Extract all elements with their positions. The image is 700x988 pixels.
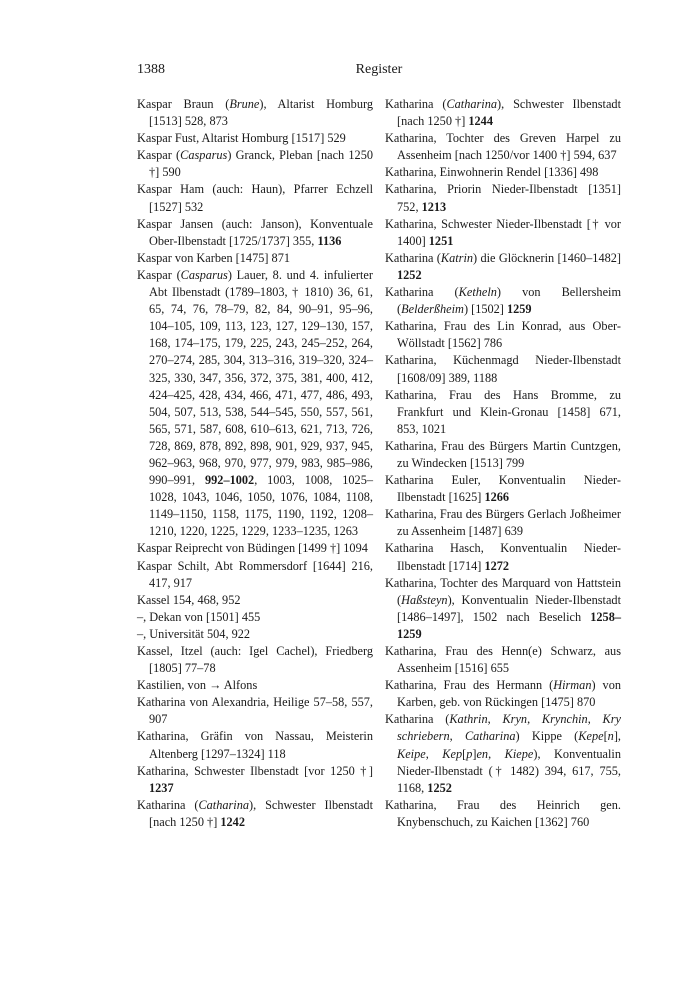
register-entry: Kaspar Reiprecht von Büdingen [1499 †] 1094 [137,541,368,556]
register-entry: Katharina von Alexandria, Heilige 57–58, 557, 907 [137,695,373,727]
register-entry: Katharina, Küchenmagd Nieder-Ilbenstadt [1608/09] 389, 1188 [385,353,621,385]
register-entry: Kaspar von Karben [1475] 871 [137,250,290,265]
register-column-right [385,96,621,831]
register-column-left [137,96,373,831]
register-entry: Katharina, Gräfin von Nassau, Meisterin Altenberg [1297–1324] 118 [137,729,373,761]
register-entry: Katharina, Frau des Bürgers Martin Cuntzgen, zu Windecken [1513] 799 [385,438,621,470]
register-entry: Katharina, Einwohnerin Rendel [1336] 498 [385,165,599,180]
register-entry: Kassel 154, 468, 952 [137,592,241,607]
register-entry: Kaspar (Casparus) Lauer, 8. und 4. infulierter Abt Ilbenstadt (1789–1803, † 1810) 36, 61, 65, 74, 76, 78–79, 82, 84, 90–91, 95–96, 104–105, 109, 113, 123, 127, 129–130, 157, 168, 174–175, 179, 225, 243, 245–252, 264, 270–274, 285, 304, 313–316, 319–320, 324–325, 330, 347, 356, 372, 375, 381, 400, 412, 424–425, 428, 434, 466, 471, 477, 486, 493, 504, 507, 513, 538, 544–545, 550, 557, 561, 565, 571, 587, 608, 610–613, 621, 713, 726, 728, 869, 878, 892, 898, 901, 929, 937, 945, 962–963, 968, 970, 977, 979, 983, 985–986, 990–991, 992–1002, 1003, 1008, 1025–1028, 1043, 1046, 1050, 1076, 1084, 1108, 1149–1150, 1158, 1175, 1190, 1192, 1208–1210, 1220, 1225, 1229, 1233–1235, 1263 [137,267,373,539]
register-entry: –, Universität 504, 922 [137,626,251,641]
register-entry: Katharina, Tochter des Marquard von Hattstein (Haßsteyn), Konventualin Nieder-Ilbenstadt [1486–1497], 1502 nach Beselich 1258–1259 [385,575,621,641]
page-number: 1388 [137,62,165,77]
register-entry: Kaspar (Casparus) Granck, Pleban [nach 1250 †] 590 [137,148,374,180]
register-entry: Katharina, Schwester Ilbenstadt [vor 1250 †] 1237 [137,763,373,795]
register-entry: –, Dekan von [1501] 455 [137,609,261,624]
register-entry: Katharina, Frau des Hermann (Hirman) von Karben, geb. von Rückingen [1475] 870 [385,678,621,710]
register-entry: Katharina (Catharina), Schwester Ilbenstadt [nach 1250 †] 1242 [137,797,373,829]
page-header [137,62,621,80]
register-entry: Kastilien, von → Alfons [137,678,258,693]
register-entry: Kaspar Braun (Brune), Altarist Homburg [1513] 528, 873 [137,97,373,129]
register-entry: Katharina, Frau des Lin Konrad, aus Ober-Wöllstadt [1562] 786 [385,319,621,351]
register-entry: Katharina, Schwester Nieder-Ilbenstadt [† vor 1400] 1251 [385,216,621,248]
register-entry: Kaspar Fust, Altarist Homburg [1517] 529 [137,131,346,146]
register-entry: Kaspar Ham (auch: Haun), Pfarrer Echzell [1527] 532 [137,182,373,214]
running-head: Register [355,62,403,77]
register-entry: Katharina (Kathrin, Kryn, Krynchin, Kry schriebern, Catharina) Kippe (Kepe[n], Keipe, Kep[p]en, Kiepe), Konventualin Nieder-Ilbenstadt († 1482) 394, 617, 755, 1168, 1252 [385,712,621,795]
register-entry: Katharina (Catharina), Schwester Ilbenstadt [nach 1250 †] 1244 [385,97,621,129]
register-entry: Katharina, Frau des Hans Bromme, zu Frankfurt und Klein-Gronau [1458] 671, 853, 1021 [385,387,621,436]
register-entry: Katharina, Priorin Nieder-Ilbenstadt [1351] 752, 1213 [385,182,621,214]
register-entry: Katharina, Tochter des Greven Harpel zu Assenheim [nach 1250/vor 1400 †] 594, 637 [385,131,621,163]
register-entry: Katharina, Frau des Bürgers Gerlach Joßheimer zu Assenheim [1487] 639 [385,507,621,539]
register-entry: Katharina Hasch, Konventualin Nieder-Ilbenstadt [1714] 1272 [385,541,621,573]
register-entry: Katharina Euler, Konventualin Nieder-Ilbenstadt [1625] 1266 [385,473,621,505]
register-entry: Kaspar Schilt, Abt Rommersdorf [1644] 216, 417, 917 [137,558,373,590]
register-entry: Kassel, Itzel (auch: Igel Cachel), Friedberg [1805] 77–78 [137,644,373,676]
register-entry: Katharina (Katrin) die Glöcknerin [1460–1482] 1252 [385,250,621,282]
register-entry: Kaspar Jansen (auch: Janson), Konventuale Ober-Ilbenstadt [1725/1737] 355, 1136 [137,216,373,248]
register-entry: Katharina, Frau des Heinrich gen. Knybenschuch, zu Kaichen [1362] 760 [385,797,621,829]
register-entry: Katharina (Ketheln) von Bellersheim (Belderßheim) [1502] 1259 [385,285,622,317]
register-entry: Katharina, Frau des Henn(e) Schwarz, aus Assenheim [1516] 655 [385,644,621,676]
